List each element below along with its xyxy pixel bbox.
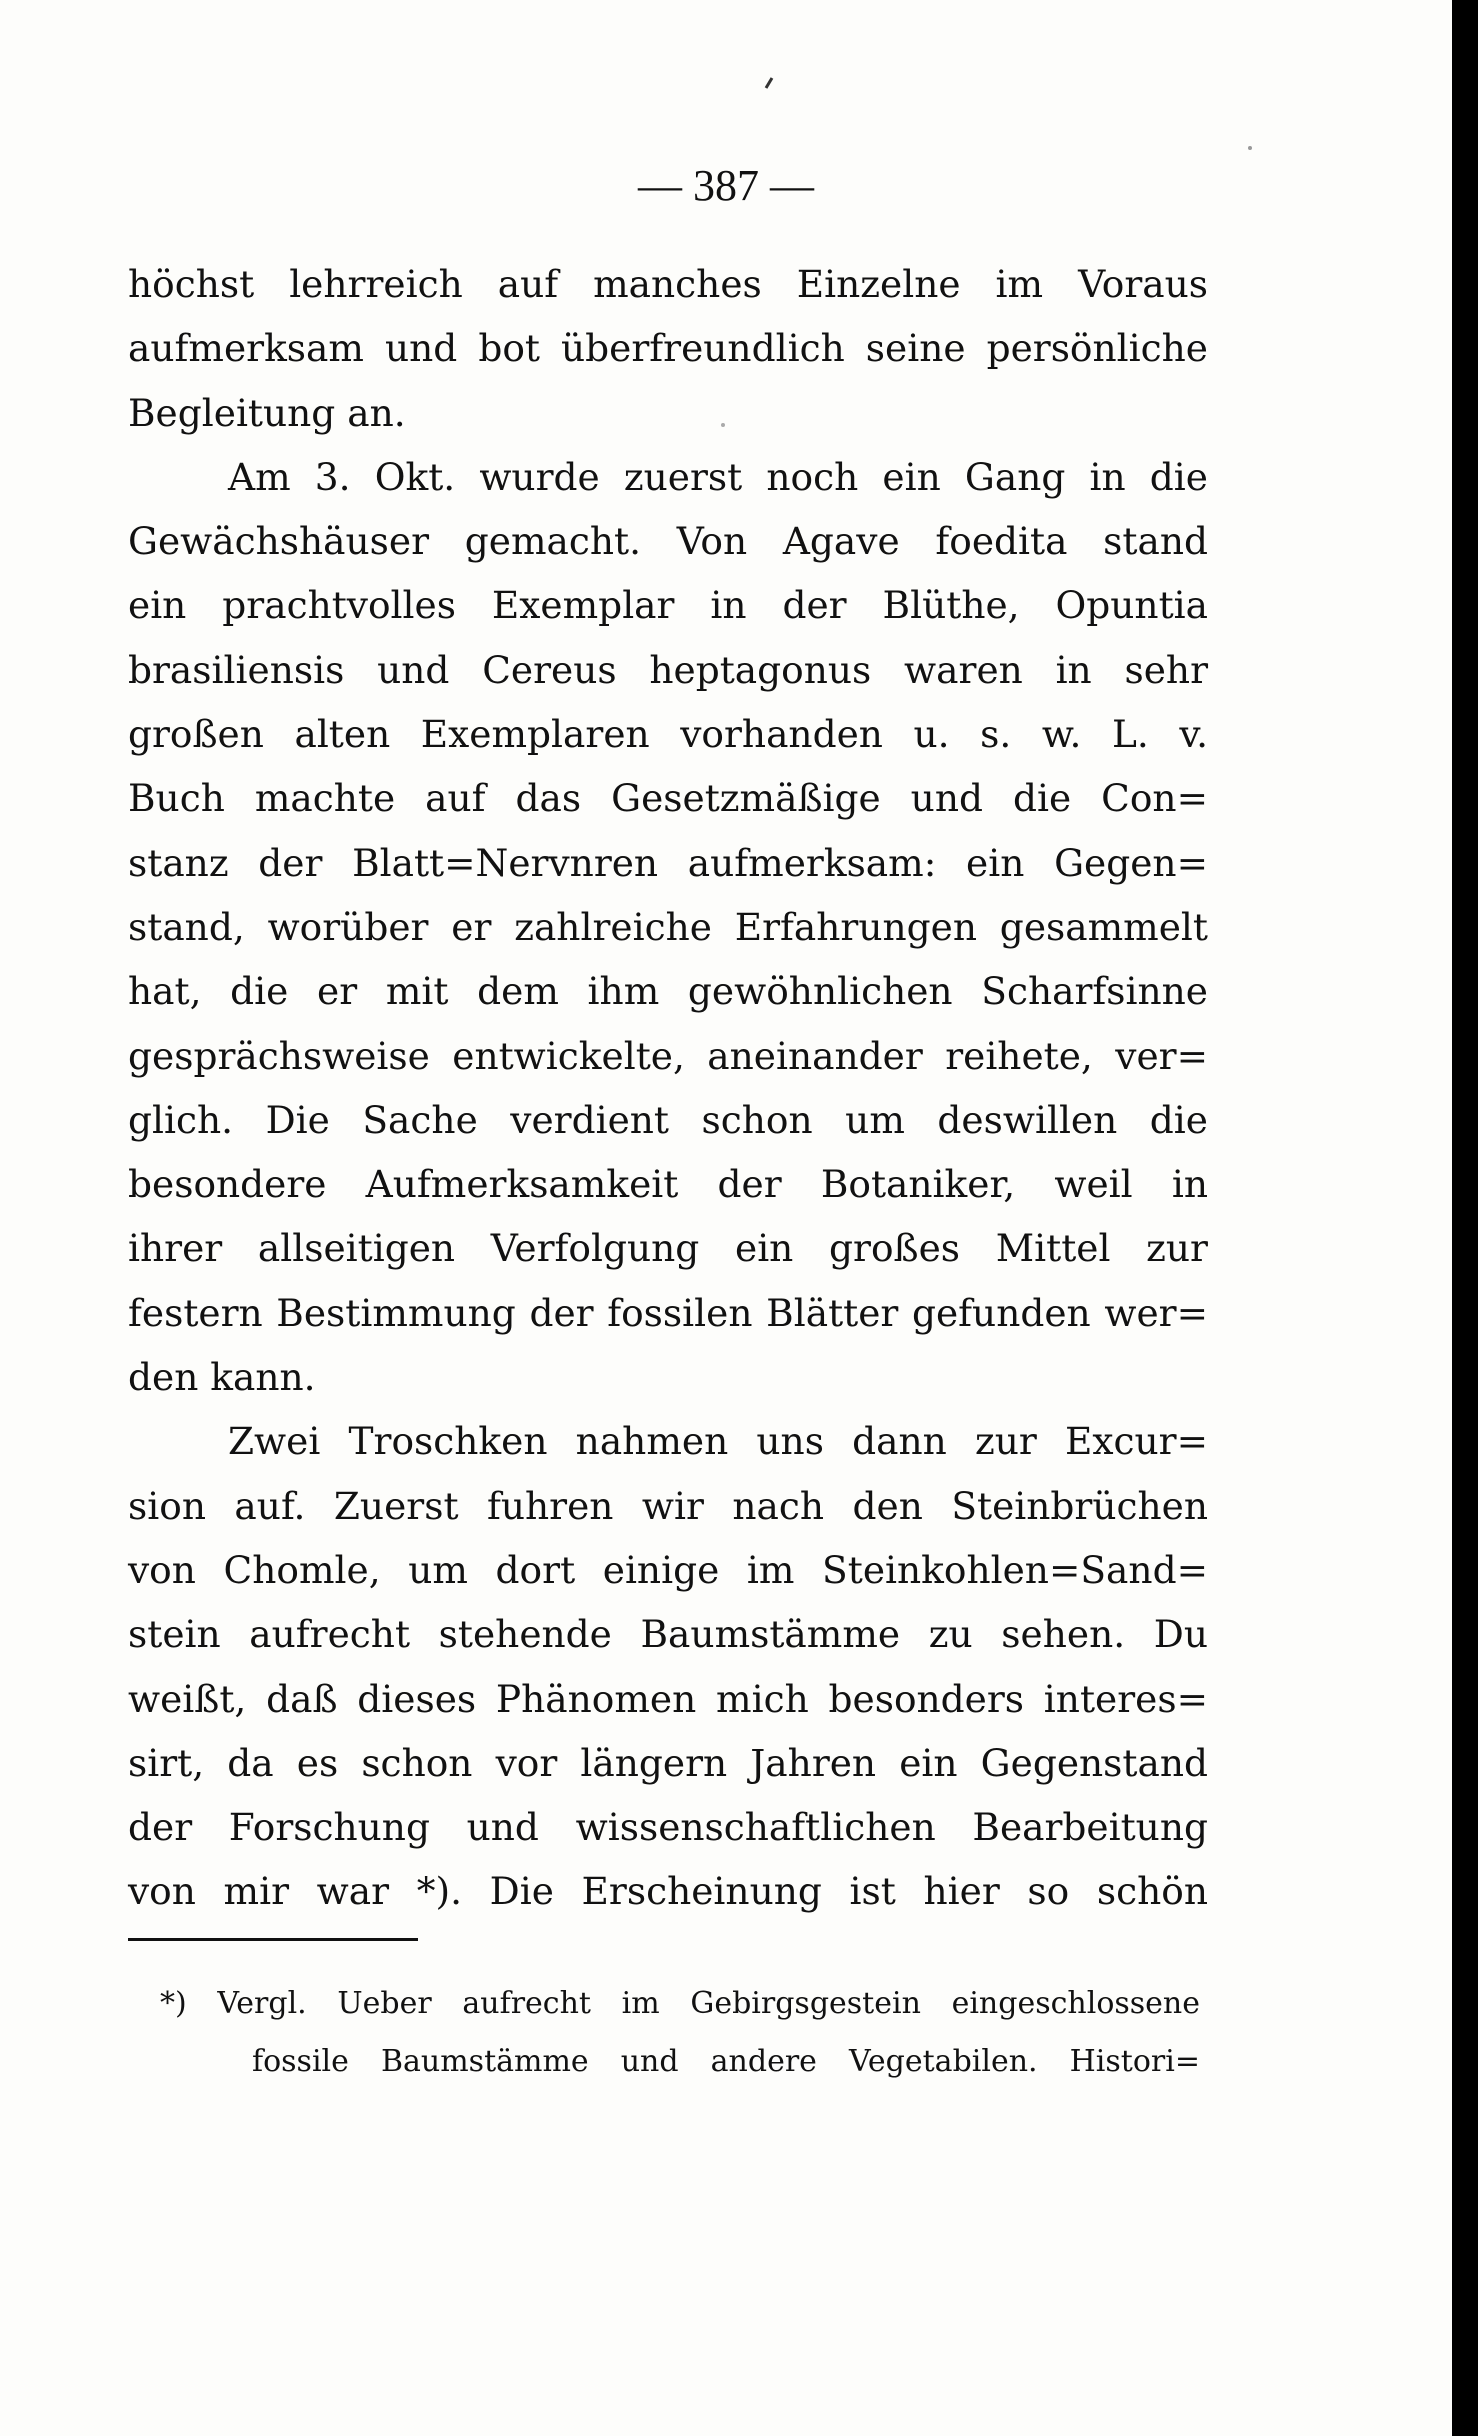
- footnote-rule: [128, 1938, 418, 1941]
- text-line: festern Bestimmung der fossilen Blätter gefunden wer=: [128, 1290, 1208, 1335]
- text-line: besondere Aufmerksamkeit der Botaniker, weil in: [128, 1162, 1208, 1207]
- text-line: brasiliensis und Cereus heptagonus waren in sehr: [128, 647, 1208, 692]
- footnote-line: *) Vergl. Ueber aufrecht im Gebirgsgestein eingeschlossene: [160, 1986, 1200, 2021]
- text-line: stanz der Blatt=Nervnren aufmerksam: ein Gegen=: [128, 840, 1208, 885]
- text-line: Am 3. Okt. wurde zuerst noch ein Gang in die: [228, 454, 1208, 499]
- text-line: glich. Die Sache verdient schon um deswillen die: [128, 1097, 1208, 1142]
- text-line: Zwei Troschken nahmen uns dann zur Excur=: [228, 1419, 1208, 1464]
- footnote: [160, 1975, 1200, 2091]
- text-line: gesprächsweise entwickelte, aneinander reihete, ver=: [128, 1033, 1208, 1078]
- text-line: von mir war *). Die Erscheinung ist hier so schön: [128, 1869, 1208, 1914]
- page-number: — 387 —: [638, 161, 814, 210]
- text-line: weißt, daß dieses Phänomen mich besonders interes=: [128, 1676, 1208, 1721]
- scan-speck: [1248, 146, 1252, 150]
- text-line: hat, die er mit dem ihm gewöhnlichen Scharfsinne: [128, 969, 1208, 1014]
- footnote-line: fossile Baumstämme und andere Vegetabilen. Histori=: [252, 2044, 1200, 2079]
- text-line: von Chomle, um dort einige im Steinkohlen=Sand=: [128, 1547, 1208, 1592]
- text-line: stand, worüber er zahlreiche Erfahrungen gesammelt: [128, 904, 1208, 949]
- text-line: Gewächshäuser gemacht. Von Agave foedita stand: [128, 519, 1208, 564]
- text-line: Buch machte auf das Gesetzmäßige und die Con=: [128, 776, 1208, 821]
- text-line: aufmerksam und bot überfreundlich seine persönliche: [128, 326, 1208, 371]
- text-line: ihrer allseitigen Verfolgung ein großes Mittel zur: [128, 1226, 1208, 1271]
- text-line: großen alten Exemplaren vorhanden u. s. w. L. v.: [128, 712, 1208, 757]
- text-line: Begleitung an.: [128, 390, 406, 435]
- text-line: der Forschung und wissenschaftlichen Bearbeitung: [128, 1805, 1208, 1850]
- text-line: den kann.: [128, 1355, 316, 1400]
- text-line: stein aufrecht stehende Baumstämme zu sehen. Du: [128, 1612, 1208, 1657]
- text-line: ein prachtvolles Exemplar in der Blüthe, Opuntia: [128, 583, 1208, 628]
- text-line: sirt, da es schon vor längern Jahren ein Gegenstand: [128, 1740, 1208, 1785]
- text-line: sion auf. Zuerst fuhren wir nach den Steinbrüchen: [128, 1483, 1208, 1528]
- text-line: höchst lehrreich auf manches Einzelne im Voraus: [128, 262, 1208, 306]
- body-text: [128, 252, 1208, 1924]
- scan-speck: [766, 78, 772, 88]
